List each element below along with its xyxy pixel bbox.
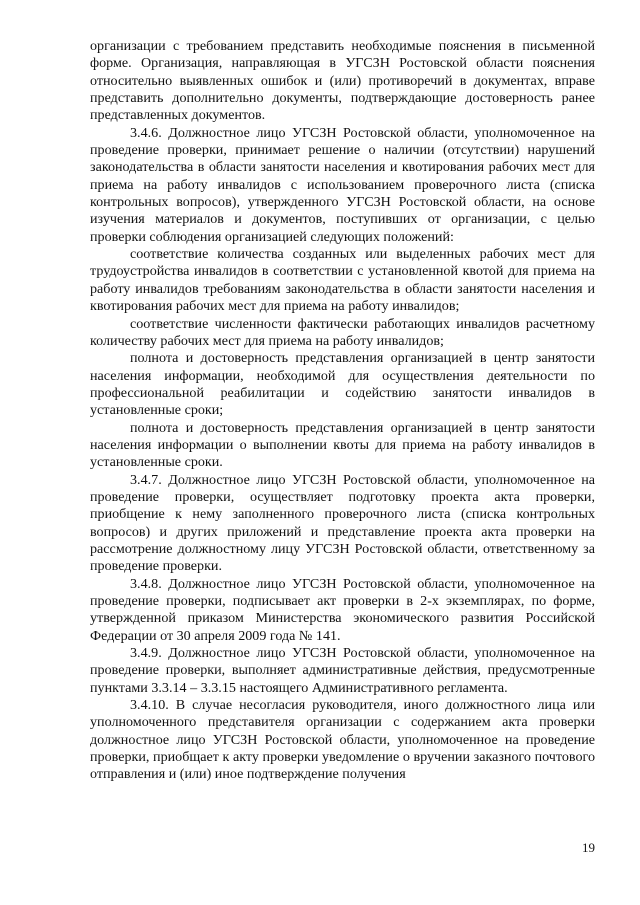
paragraph-3-4-8: 3.4.8. Должностное лицо УГСЗН Ростовской области, уполномоченное на проведение проверки, подписывает акт проверки в 2-х экземплярах, по форме, утвержденной приказом Министерства экономического развития Российской Федерации от 30 апреля 2009 года № 141. — [90, 575, 595, 644]
paragraph-3-4-10: 3.4.10. В случае несогласия руководителя, иного должностного лица или уполномоченного представителя организации с содержанием акта проверки должностное лицо УГСЗН Ростовской области, уполномоченное на проведение проверки, приобщает к акту проверки уведомление о вручении заказного почтового отправления и (или) иное подтверждение получения — [90, 697, 595, 783]
paragraph-3-4-7: 3.4.7. Должностное лицо УГСЗН Ростовской области, уполномоченное на проведение проверки, осуществляет подготовку проекта акта проверки, приобщение к нему заполненного проверочного листа (списка контрольных вопросов) и других приложений и представление проекта акта проверки на рассмотрение должностному лицу УГСЗН Ростовской области, ответственному за проведение проверки. — [90, 471, 595, 575]
paragraph-3-4-6: 3.4.6. Должностное лицо УГСЗН Ростовской области, уполномоченное на проведение проверки, принимает решение о наличии (отсутствии) нарушений законодательства в области занятости населения и квотирования рабочих мест для приема на работу инвалидов с использованием проверочного листа (списка контрольных вопросов), утвержденного УГСЗН Ростовской области, на основе изучения материалов и документов, поступивших от организации, с целью проверки соблюдения организацией следующих положений: — [90, 124, 595, 245]
paragraph-disabled-headcount: соответствие численности фактически работающих инвалидов расчетному количеству рабочих мест для приема на работу инвалидов; — [90, 315, 595, 349]
document-page — [90, 38, 595, 784]
paragraph-quota-compliance: соответствие количества созданных или выделенных рабочих мест для трудоустройства инвалидов в соответствии с установленной квотой для приема на работу инвалидов требованиям законодательства в области занятости населения и квотирования рабочих мест для приема на работу инвалидов; — [90, 246, 595, 315]
page-number: 19 — [582, 840, 595, 855]
paragraph-quota-info: полнота и достоверность представления организацией в центр занятости населения информации о выполнении квоты для приема на работу инвалидов в установленные сроки. — [90, 419, 595, 471]
paragraph-rehabilitation-info: полнота и достоверность представления организацией в центр занятости населения информации, необходимой для осуществления деятельности по профессиональной реабилитации и содействию занятости инвалидов в установленные сроки; — [90, 350, 595, 419]
paragraph-explanations: организации с требованием представить необходимые пояснения в письменной форме. Организация, направляющая в УГСЗН Ростовской области пояснения относительно выявленных ошибок и (или) противоречий в документах, вправе представить дополнительно документы, подтверждающие достоверность ранее представленных документов. — [90, 38, 595, 124]
paragraph-3-4-9: 3.4.9. Должностное лицо УГСЗН Ростовской области, уполномоченное на проведение проверки, выполняет административные действия, предусмотренные пунктами 3.3.14 – 3.3.15 настоящего Административного регламента. — [90, 645, 595, 696]
